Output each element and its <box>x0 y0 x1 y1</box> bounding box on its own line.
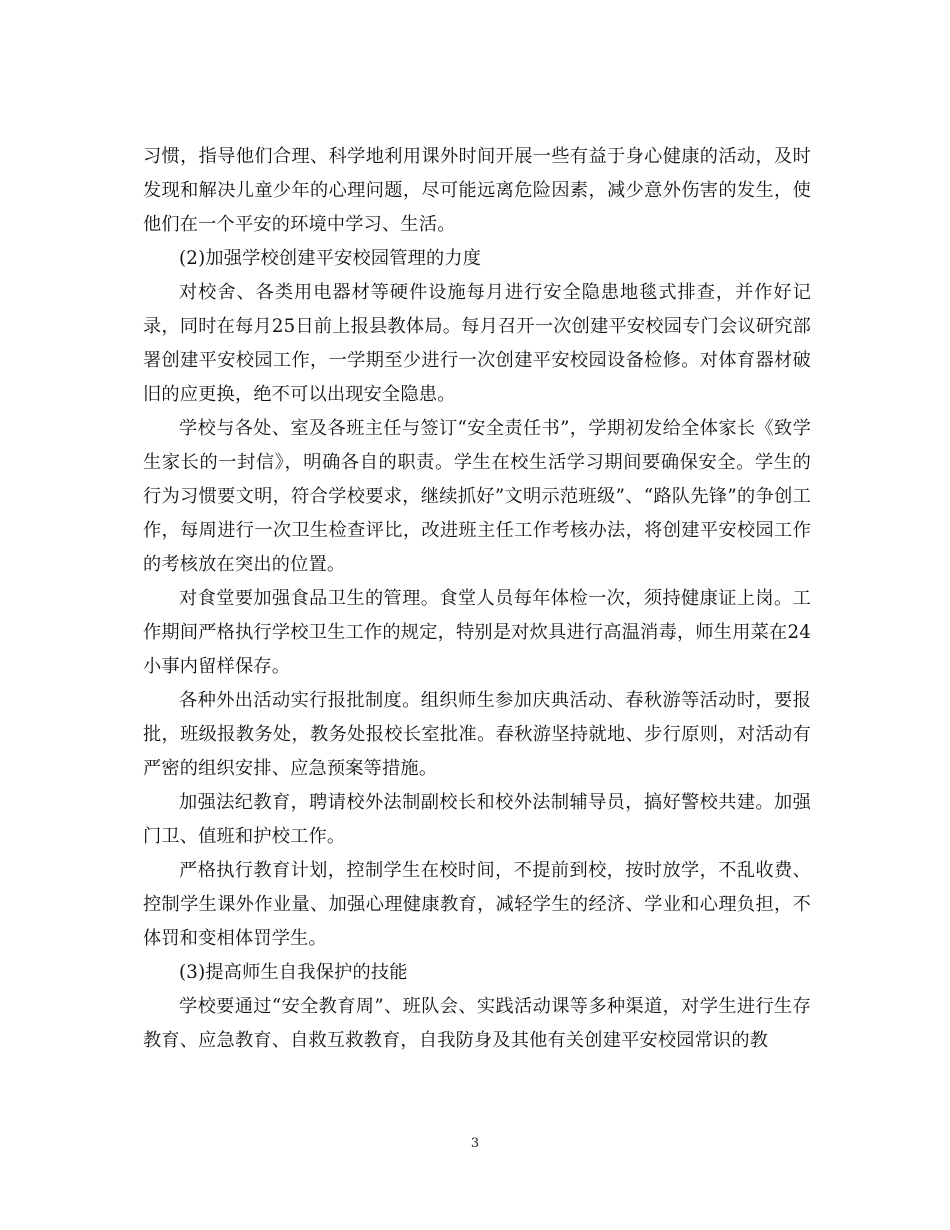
paragraph-5: 对食堂要加强食品卫生的管理。食堂人员每年体检一次，须持健康证上岗。工作期间严格执行学校卫生工作的规定，特别是对炊具进行高温消毒，师生用菜在24小事内留样保存。 <box>143 588 811 677</box>
paragraph-10: 学校要通过“安全教育周”、班队会、实践活动课等多种渠道，对学生进行生存教育、应急教育、自救互救教育，自我防身及其他有关创建平安校园常识的教 <box>143 996 811 1051</box>
paragraph-7: 加强法纪教育，聘请校外法制副校长和校外法制辅导员，搞好警校共建。加强门卫、值班和护校工作。 <box>143 792 811 847</box>
paragraph-8: 严格执行教育计划，控制学生在校时间，不提前到校，按时放学，不乱收费、控制学生课外作业量、加强心理健康教育，减轻学生的经济、学业和心理负担，不体罚和变相体罚学生。 <box>143 860 811 949</box>
section-heading-3: (3)提高师生自我保护的技能 <box>179 962 408 983</box>
paragraph-3: 对校舍、各类用电器材等硬件设施每月进行安全隐患地毯式排查，并作好记录，同时在每月25日前上报县教体局。每月召开一次创建平安校园专门会议研究部署创建平安校园工作，一学期至少进行一次创建平安校园设备检修。对体育器材破旧的应更换，绝不可以出现安全隐患。 <box>143 282 811 405</box>
paragraph-4: 学校与各处、室及各班主任与签订“安全责任书”，学期初发给全体家长《致学生家长的一封信》，明确各自的职责。学生在校生活学习期间要确保安全。学生的行为习惯要文明，符合学校要求，继续抓好”文明示范班级”、“路队先锋”的争创工作，每周进行一次卫生检查评比，改进班主任工作考核办法，将创建平安校园工作的考核放在突出的位置。 <box>143 418 811 575</box>
paragraph-6: 各种外出活动实行报批制度。组织师生参加庆典活动、春秋游等活动时，要报批，班级报教务处，教务处报校长室批准。春秋游坚持就地、步行原则，对活动有严密的组织安排、应急预案等措施。 <box>143 690 811 779</box>
paragraph-1: 习惯，指导他们合理、科学地利用课外时间开展一些有益于身心健康的活动，及时发现和解决儿童少年的心理问题，尽可能远离危险因素，减少意外伤害的发生，使他们在一个平安的环境中学习、生活。 <box>143 146 811 235</box>
section-heading-2: (2)加强学校创建平安校园管理的力度 <box>179 248 482 269</box>
document-body <box>143 140 811 1058</box>
page-number: 3 <box>470 1136 480 1151</box>
